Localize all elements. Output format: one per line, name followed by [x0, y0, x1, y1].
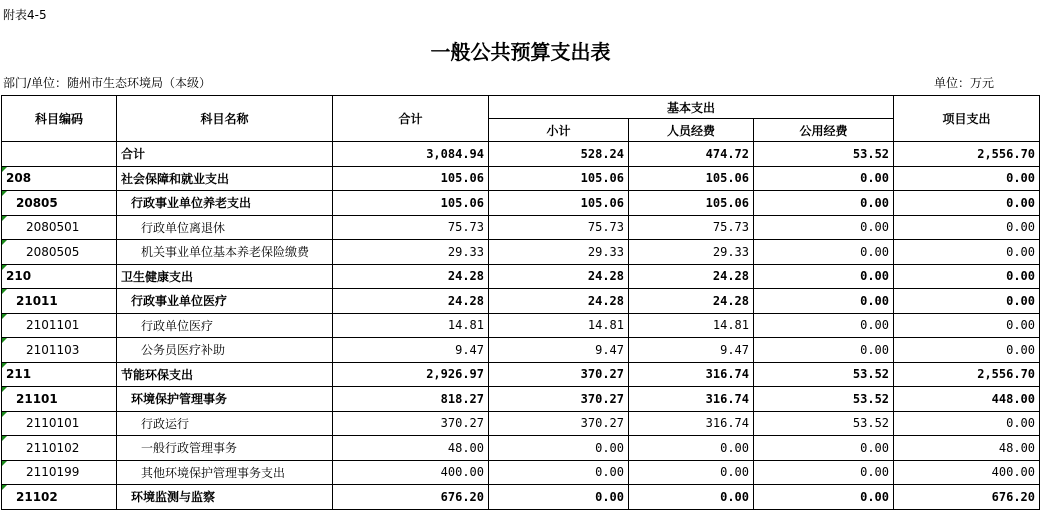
cell-code: 2080505	[2, 240, 117, 265]
cell-name: 行政运行	[117, 411, 333, 436]
cell-code: 21011	[2, 289, 117, 314]
cell-code: 20805	[2, 191, 117, 216]
cell-total: 14.81	[333, 313, 489, 338]
cell-code: 2110101	[2, 411, 117, 436]
cell-code: 2110199	[2, 460, 117, 485]
header-total: 合计	[333, 96, 489, 142]
cell-project: 2,556.70	[894, 362, 1040, 387]
cell-total: 676.20	[333, 485, 489, 510]
department-label: 部门/单位：随州市生态环境局（本级）	[3, 76, 212, 90]
cell-project: 676.20	[894, 485, 1040, 510]
cell-subtotal: 0.00	[489, 460, 629, 485]
cell-total: 24.28	[333, 264, 489, 289]
cell-code: 2080501	[2, 215, 117, 240]
page-title: 一般公共预算支出表	[430, 40, 611, 64]
header-subtotal: 小计	[489, 119, 629, 142]
table-row	[2, 387, 1040, 412]
table-row	[2, 166, 1040, 191]
cell-total: 48.00	[333, 436, 489, 461]
table-row	[2, 289, 1040, 314]
cell-code: 2101101	[2, 313, 117, 338]
table-row	[2, 485, 1040, 510]
cell-personnel: 316.74	[629, 387, 754, 412]
cell-name: 社会保障和就业支出	[117, 166, 333, 191]
unit-label: 单位：万元	[934, 76, 995, 90]
cell-personnel: 75.73	[629, 215, 754, 240]
header-personnel: 人员经费	[629, 119, 754, 142]
table-row	[2, 460, 1040, 485]
cell-project: 0.00	[894, 411, 1040, 436]
cell-personnel: 316.74	[629, 411, 754, 436]
cell-personnel: 14.81	[629, 313, 754, 338]
table-row	[2, 313, 1040, 338]
cell-name: 机关事业单位基本养老保险缴费	[117, 240, 333, 265]
cell-personnel: 9.47	[629, 338, 754, 363]
cell-personnel: 24.28	[629, 289, 754, 314]
cell-code	[2, 142, 117, 167]
cell-subtotal: 370.27	[489, 362, 629, 387]
cell-personnel: 0.00	[629, 485, 754, 510]
cell-total: 9.47	[333, 338, 489, 363]
cell-name: 一般行政管理事务	[117, 436, 333, 461]
cell-subtotal: 370.27	[489, 387, 629, 412]
header-code: 科目编码	[2, 96, 117, 142]
cell-project: 48.00	[894, 436, 1040, 461]
table-row	[2, 338, 1040, 363]
cell-project: 448.00	[894, 387, 1040, 412]
cell-total: 818.27	[333, 387, 489, 412]
cell-project: 0.00	[894, 313, 1040, 338]
cell-total: 2,926.97	[333, 362, 489, 387]
cell-project: 0.00	[894, 166, 1040, 191]
table-row	[2, 264, 1040, 289]
cell-name: 环境保护管理事务	[117, 387, 333, 412]
cell-total: 29.33	[333, 240, 489, 265]
cell-total: 400.00	[333, 460, 489, 485]
cell-subtotal: 24.28	[489, 264, 629, 289]
cell-name: 合计	[117, 142, 333, 167]
cell-project: 0.00	[894, 215, 1040, 240]
cell-name: 行政事业单位医疗	[117, 289, 333, 314]
cell-subtotal: 9.47	[489, 338, 629, 363]
cell-subtotal: 370.27	[489, 411, 629, 436]
cell-name: 节能环保支出	[117, 362, 333, 387]
cell-personnel: 24.28	[629, 264, 754, 289]
cell-name: 卫生健康支出	[117, 264, 333, 289]
cell-public: 53.52	[754, 387, 894, 412]
cell-project: 0.00	[894, 191, 1040, 216]
cell-subtotal: 0.00	[489, 485, 629, 510]
cell-public: 0.00	[754, 436, 894, 461]
cell-name: 行政事业单位养老支出	[117, 191, 333, 216]
cell-personnel: 316.74	[629, 362, 754, 387]
cell-public: 0.00	[754, 485, 894, 510]
header-basic: 基本支出	[489, 96, 894, 119]
cell-public: 0.00	[754, 264, 894, 289]
cell-personnel: 105.06	[629, 166, 754, 191]
table-row	[2, 436, 1040, 461]
cell-total: 105.06	[333, 166, 489, 191]
cell-name: 行政单位离退休	[117, 215, 333, 240]
budget-table	[1, 95, 1040, 510]
cell-project: 0.00	[894, 338, 1040, 363]
cell-name: 其他环境保护管理事务支出	[117, 460, 333, 485]
table-row	[2, 362, 1040, 387]
cell-subtotal: 24.28	[489, 289, 629, 314]
cell-project: 0.00	[894, 264, 1040, 289]
cell-code: 211	[2, 362, 117, 387]
cell-subtotal: 14.81	[489, 313, 629, 338]
cell-public: 0.00	[754, 313, 894, 338]
cell-project: 400.00	[894, 460, 1040, 485]
annex-label: 附表4-5	[3, 8, 47, 22]
cell-total: 3,084.94	[333, 142, 489, 167]
cell-name: 公务员医疗补助	[117, 338, 333, 363]
cell-public: 53.52	[754, 362, 894, 387]
cell-total: 75.73	[333, 215, 489, 240]
cell-project: 2,556.70	[894, 142, 1040, 167]
cell-subtotal: 105.06	[489, 191, 629, 216]
cell-subtotal: 105.06	[489, 166, 629, 191]
table-row	[2, 191, 1040, 216]
cell-personnel: 105.06	[629, 191, 754, 216]
cell-public: 0.00	[754, 240, 894, 265]
table-row	[2, 411, 1040, 436]
cell-public: 0.00	[754, 191, 894, 216]
header-project: 项目支出	[894, 96, 1040, 142]
cell-subtotal: 75.73	[489, 215, 629, 240]
cell-public: 0.00	[754, 215, 894, 240]
cell-public: 53.52	[754, 411, 894, 436]
cell-name: 环境监测与监察	[117, 485, 333, 510]
cell-project: 0.00	[894, 240, 1040, 265]
header-public: 公用经费	[754, 119, 894, 142]
cell-personnel: 0.00	[629, 460, 754, 485]
cell-code: 21102	[2, 485, 117, 510]
cell-subtotal: 29.33	[489, 240, 629, 265]
cell-public: 0.00	[754, 166, 894, 191]
cell-code: 208	[2, 166, 117, 191]
cell-code: 2110102	[2, 436, 117, 461]
table-row	[2, 240, 1040, 265]
cell-code: 210	[2, 264, 117, 289]
cell-public: 53.52	[754, 142, 894, 167]
cell-total: 24.28	[333, 289, 489, 314]
cell-total: 370.27	[333, 411, 489, 436]
cell-code: 2101103	[2, 338, 117, 363]
cell-subtotal: 0.00	[489, 436, 629, 461]
cell-subtotal: 528.24	[489, 142, 629, 167]
cell-code: 21101	[2, 387, 117, 412]
cell-public: 0.00	[754, 289, 894, 314]
cell-personnel: 29.33	[629, 240, 754, 265]
cell-public: 0.00	[754, 338, 894, 363]
table-row	[2, 215, 1040, 240]
cell-name: 行政单位医疗	[117, 313, 333, 338]
cell-personnel: 0.00	[629, 436, 754, 461]
cell-public: 0.00	[754, 460, 894, 485]
table-row	[2, 142, 1040, 167]
cell-project: 0.00	[894, 289, 1040, 314]
cell-total: 105.06	[333, 191, 489, 216]
header-name: 科目名称	[117, 96, 333, 142]
cell-personnel: 474.72	[629, 142, 754, 167]
